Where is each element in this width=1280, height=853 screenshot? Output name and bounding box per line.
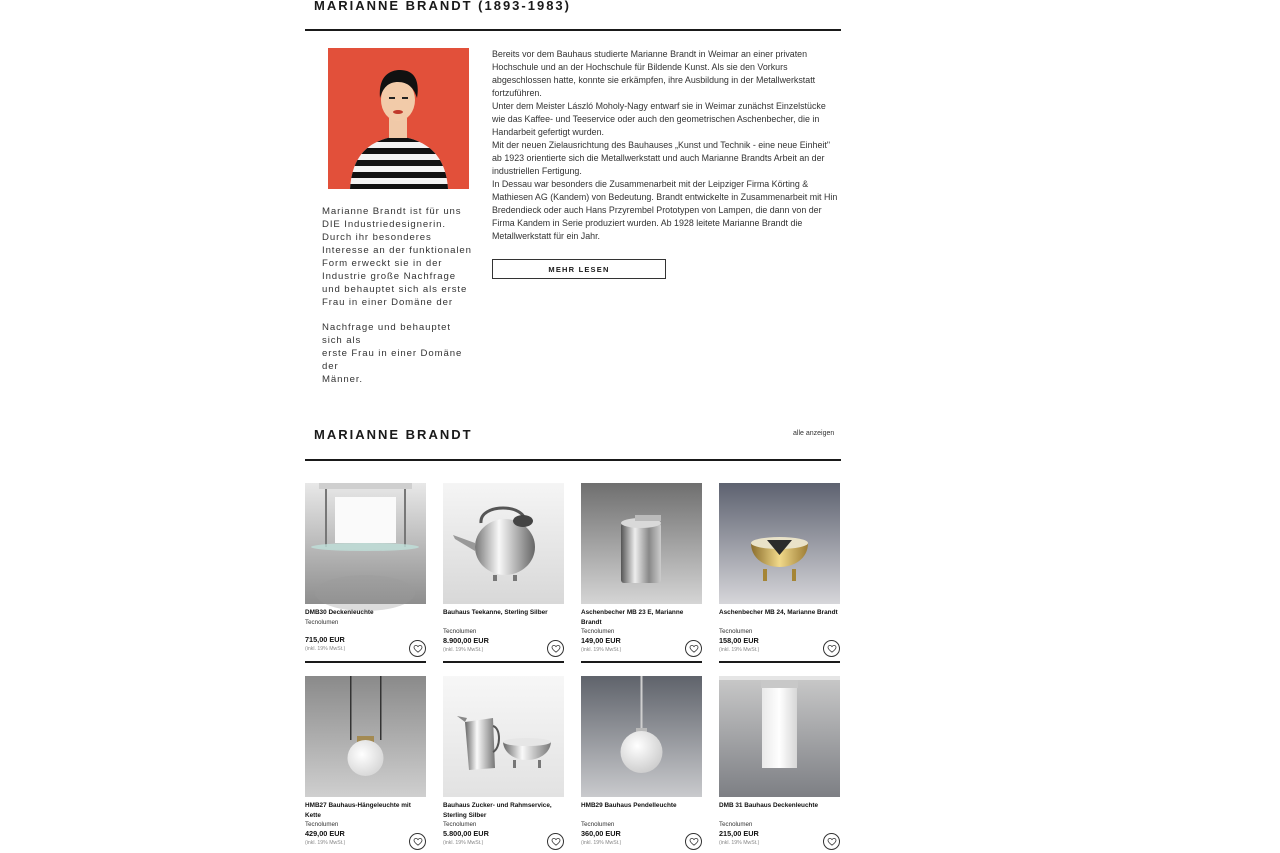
- product-card[interactable]: [305, 676, 426, 847]
- product-card[interactable]: [719, 483, 840, 654]
- product-price: 360,00 EUR: [581, 829, 621, 838]
- product-name[interactable]: Aschenbecher MB 23 E, Marianne Brandt: [581, 609, 684, 626]
- section-title-biography: MARIANNE BRANDT (1893-1983): [314, 0, 571, 13]
- product-name[interactable]: DMB30 Deckenleuchte: [305, 609, 374, 616]
- product-card[interactable]: [581, 483, 702, 654]
- heart-icon: [552, 645, 560, 653]
- product-brand: Tecnolumen: [443, 628, 477, 635]
- product-name[interactable]: Bauhaus Zucker- und Rahmservice, Sterling Silber: [443, 802, 552, 819]
- product-card[interactable]: [581, 676, 702, 847]
- card-divider: [581, 661, 702, 663]
- product-tax-note: (inkl. 19% MwSt.): [443, 647, 484, 653]
- product-tax-note: (inkl. 19% MwSt.): [719, 840, 760, 846]
- card-divider: [443, 661, 564, 663]
- product-name[interactable]: Bauhaus Teekanne, Sterling Silber: [443, 609, 548, 616]
- product-price: 5.800,00 EUR: [443, 829, 489, 838]
- heart-icon: [828, 645, 836, 653]
- section-divider: [305, 29, 841, 31]
- show-all-link[interactable]: alle anzeigen: [793, 430, 835, 437]
- product-price: 715,00 EUR: [305, 635, 345, 644]
- product-card[interactable]: [719, 676, 840, 847]
- product-tax-note: (inkl. 19% MwSt.): [305, 646, 346, 652]
- wishlist-button[interactable]: [409, 833, 426, 850]
- product-brand: Tecnolumen: [581, 821, 615, 828]
- product-brand: Tecnolumen: [443, 821, 477, 828]
- section-divider: [305, 459, 841, 461]
- product-image[interactable]: [719, 483, 840, 604]
- product-image[interactable]: [443, 676, 564, 797]
- product-tax-note: (inkl. 19% MwSt.): [305, 840, 346, 846]
- product-price: 158,00 EUR: [719, 636, 759, 645]
- heart-icon: [690, 645, 698, 653]
- heart-icon: [828, 838, 836, 846]
- card-divider: [719, 661, 840, 663]
- product-brand: Tecnolumen: [305, 619, 339, 626]
- product-brand: Tecnolumen: [719, 628, 753, 635]
- product-price: 429,00 EUR: [305, 829, 345, 838]
- read-more-button[interactable]: MEHR LESEN: [492, 259, 666, 279]
- product-image[interactable]: [305, 483, 426, 604]
- wishlist-button[interactable]: [547, 833, 564, 850]
- product-tax-note: (inkl. 19% MwSt.): [719, 647, 760, 653]
- section-title-products: MARIANNE BRANDT: [314, 427, 473, 442]
- wishlist-button[interactable]: [409, 640, 426, 657]
- product-name[interactable]: DMB 31 Bauhaus Deckenleuchte: [719, 802, 819, 809]
- heart-icon: [414, 838, 422, 846]
- product-image[interactable]: [581, 676, 702, 797]
- biography-text: Bereits vor dem Bauhaus studierte Marianne Brandt in Weimar an einer privaten Hochschule und an der Hochschule für Bildende Kunst. Als sie den Vorkurs abgeschlossen hatte, konnte sie erkämpfen, ihre Ausbildung in der Metallwerkstatt fortzuführen. Unter dem Meister László Moholy-Nagy entwarf sie in Weimar zunächst Einzelstücke wie das Kaffee- und Teeservice oder auch den geometrischen Aschenbecher, die in Handarbeit gefertigt wurden. Mit der neuen Zielausrichtung des Bauhauses „Kunst und Technik - eine neue Einheit" ab 1923 orientierte sich die Metallwerkstatt und auch Marianne Brandts Arbeit an der industriellen Fertigung. In Dessau war besonders die Zusammenarbeit mit der Leipziger Firma Körting & Mathiesen AG (Kandem) von Bedeutung. Brandt entwickelte in Zusammenarbeit mit Hin Bredendieck oder auch Hans Przyrembel Prototypen von Lampen, die dann von der Firma Kandem in Serie produziert wurden. Ab 1928 leitete Marianne Brandt die Metallwerkstatt für ein Jahr.: [492, 49, 838, 241]
- product-card[interactable]: [305, 483, 426, 653]
- wishlist-button[interactable]: [547, 640, 564, 657]
- bio-intro-text: Marianne Brandt ist für uns DIE Industriedesignerin. Durch ihr besonderes Interesse an der funktionalen Form erweckt sie in der Industrie große Nachfrage und behauptet sich als erste Frau in einer Domäne der: [322, 206, 472, 308]
- product-brand: Tecnolumen: [305, 821, 339, 828]
- wishlist-button[interactable]: [823, 833, 840, 850]
- card-divider: [305, 661, 426, 663]
- product-price: 149,00 EUR: [581, 636, 621, 645]
- wishlist-button[interactable]: [685, 833, 702, 850]
- portrait-image: [328, 48, 469, 189]
- product-card[interactable]: [443, 483, 564, 654]
- product-name[interactable]: Aschenbecher MB 24, Marianne Brandt: [719, 609, 838, 616]
- product-image[interactable]: [443, 483, 564, 604]
- heart-icon: [690, 838, 698, 846]
- product-name[interactable]: HMB29 Bauhaus Pendelleuchte: [581, 802, 677, 809]
- heart-icon: [552, 838, 560, 846]
- product-brand: Tecnolumen: [719, 821, 753, 828]
- product-price: 8.900,00 EUR: [443, 636, 489, 645]
- product-name[interactable]: HMB27 Bauhaus-Hängeleuchte mit Kette: [305, 802, 411, 819]
- product-tax-note: (inkl. 19% MwSt.): [443, 840, 484, 846]
- product-brand: Tecnolumen: [581, 628, 615, 635]
- product-price: 215,00 EUR: [719, 829, 759, 838]
- product-image[interactable]: [719, 676, 840, 797]
- product-tax-note: (inkl. 19% MwSt.): [581, 840, 622, 846]
- wishlist-button[interactable]: [685, 640, 702, 657]
- heart-icon: [414, 645, 422, 653]
- product-tax-note: (inkl. 19% MwSt.): [581, 647, 622, 653]
- product-image[interactable]: [305, 676, 426, 797]
- wishlist-button[interactable]: [823, 640, 840, 657]
- product-image[interactable]: [581, 483, 702, 604]
- product-card[interactable]: [443, 676, 564, 847]
- bio-intro-continuation: Nachfrage und behauptet sich als erste Frau in einer Domäne der Männer.: [322, 322, 463, 385]
